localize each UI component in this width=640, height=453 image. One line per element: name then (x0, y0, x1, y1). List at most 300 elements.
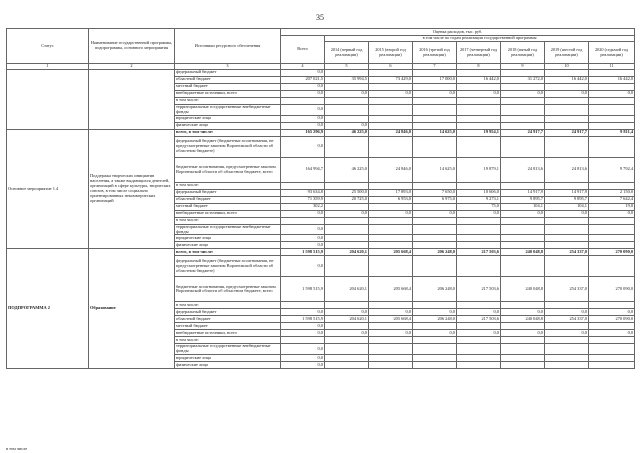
year-value-cell (545, 122, 589, 129)
year-value-cell: 19,0 (589, 203, 635, 210)
year-value-cell: 0,0 (457, 210, 501, 217)
year-value-cell: 270 090,0 (589, 277, 635, 302)
year-value-cell (589, 235, 635, 242)
year-value-cell: 46 225,0 (325, 157, 369, 182)
year-value-cell (501, 122, 545, 129)
column-number: 8 (457, 64, 501, 70)
page-number: 35 (316, 13, 324, 22)
status-cell: ПОДПРОГРАММА 2 (7, 249, 89, 369)
year-value-cell: 217 503,6 (457, 249, 501, 256)
section-measure-1-4 (7, 129, 635, 249)
source-cell: в том числе: (175, 217, 281, 224)
total-value-cell: 0,0 (281, 122, 325, 129)
year-value-cell (369, 302, 413, 309)
year-value-cell (457, 344, 501, 355)
year-value-cell (325, 104, 369, 115)
year-value-cell (325, 323, 369, 330)
year-value-cell: 240 048,8 (501, 316, 545, 323)
year-value-cell (457, 235, 501, 242)
year-value-cell (501, 217, 545, 224)
total-value-cell: 0,0 (281, 344, 325, 355)
year-value-cell (457, 115, 501, 122)
year-value-cell (369, 337, 413, 344)
year-value-cell (501, 224, 545, 235)
total-value-cell: 93 634,8 (281, 189, 325, 196)
status-cell (7, 69, 89, 129)
year-value-cell (325, 83, 369, 90)
header-total: Всего (281, 36, 325, 64)
year-value-cell (325, 69, 369, 76)
year-value-cell: 24 846,0 (369, 129, 413, 136)
year-value-cell (413, 115, 457, 122)
total-value-cell: 0,0 (281, 242, 325, 249)
year-value-cell: 0,0 (589, 210, 635, 217)
year-value-cell (413, 344, 457, 355)
source-cell: федеральный бюджет (175, 69, 281, 76)
year-value-cell: 0,0 (369, 90, 413, 97)
year-value-cell: 75,0 (457, 203, 501, 210)
year-value-cell (589, 362, 635, 369)
year-value-cell (589, 224, 635, 235)
year-value-cell: 217 503,6 (457, 277, 501, 302)
source-cell: внебюджетные источники, всего (175, 330, 281, 337)
year-value-cell (369, 136, 413, 157)
header-year: 2020 (седьмой год реализации) (589, 42, 635, 64)
year-value-cell (369, 362, 413, 369)
column-number: 6 (369, 64, 413, 70)
year-value-cell (589, 104, 635, 115)
year-value-cell: 14 625,0 (413, 129, 457, 136)
total-value-cell: 71 359,9 (281, 196, 325, 203)
year-value-cell (545, 136, 589, 157)
year-value-cell (457, 83, 501, 90)
year-value-cell (413, 224, 457, 235)
header-year: 2014 (первый год реализации) (325, 42, 369, 64)
total-value-cell: 302,2 (281, 203, 325, 210)
year-value-cell (369, 344, 413, 355)
year-value-cell (545, 235, 589, 242)
year-value-cell: 205 668,4 (369, 249, 413, 256)
year-value-cell (457, 97, 501, 104)
year-value-cell: 35 994,5 (325, 76, 369, 83)
year-value-cell: 9 273,1 (457, 196, 501, 203)
year-value-cell: 240 048,8 (501, 277, 545, 302)
footer-note: в том числе (6, 446, 28, 451)
year-value-cell: 206 248,0 (413, 277, 457, 302)
source-cell: в том числе: (175, 302, 281, 309)
year-value-cell (413, 235, 457, 242)
year-value-cell (457, 224, 501, 235)
year-value-cell: 31 272,0 (501, 76, 545, 83)
source-cell: в том числе: (175, 182, 281, 189)
year-value-cell (413, 136, 457, 157)
total-value-cell: 0,0 (281, 90, 325, 97)
source-cell: бюджетные ассигнования, предусмотренные законом Воронежской области об областном бюджете, всего (175, 277, 281, 302)
year-value-cell: 0,0 (369, 210, 413, 217)
year-value-cell (589, 337, 635, 344)
year-value-cell (325, 355, 369, 362)
source-cell: областной бюджет (175, 76, 281, 83)
year-value-cell: 10 606,0 (457, 189, 501, 196)
year-value-cell: 270 090,0 (589, 249, 635, 256)
year-value-cell: 73 429,0 (369, 76, 413, 83)
year-value-cell: 0,0 (413, 210, 457, 217)
year-value-cell: 0,0 (325, 122, 369, 129)
year-value-cell: 104,1 (545, 203, 589, 210)
header-year: 2019 (шестой год реализации) (545, 42, 589, 64)
year-value-cell (413, 362, 457, 369)
year-value-cell (545, 362, 589, 369)
year-value-cell (457, 355, 501, 362)
source-cell: областной бюджет (175, 196, 281, 203)
source-cell: территориальные государственные внебюджетные фонды (175, 344, 281, 355)
year-value-cell: 9 811,4 (589, 129, 635, 136)
year-value-cell (369, 224, 413, 235)
year-value-cell (413, 256, 457, 277)
year-value-cell (545, 323, 589, 330)
year-value-cell (589, 256, 635, 277)
year-value-cell (369, 203, 413, 210)
year-value-cell (501, 83, 545, 90)
table-row (7, 69, 635, 76)
source-cell: областной бюджет (175, 316, 281, 323)
year-value-cell (457, 337, 501, 344)
header-year: 2016 (третий год реализации) (413, 42, 457, 64)
year-value-cell (545, 256, 589, 277)
year-value-cell: 217 503,6 (457, 316, 501, 323)
year-value-cell: 9 792,4 (589, 157, 635, 182)
table-row (7, 249, 635, 256)
year-value-cell: 204 620,1 (325, 316, 369, 323)
total-value-cell (281, 97, 325, 104)
year-value-cell (457, 69, 501, 76)
header-year: 2018 (пятый год реализации) (501, 42, 545, 64)
source-cell: местный бюджет (175, 323, 281, 330)
year-value-cell (325, 115, 369, 122)
section-continued (7, 69, 635, 129)
year-value-cell: 16 442,0 (589, 76, 635, 83)
year-value-cell (501, 182, 545, 189)
year-value-cell: 270 090,0 (589, 316, 635, 323)
year-value-cell: 2 150,0 (589, 189, 635, 196)
year-value-cell (325, 362, 369, 369)
year-value-cell (545, 355, 589, 362)
year-value-cell: 0,0 (413, 309, 457, 316)
year-value-cell (325, 235, 369, 242)
year-value-cell: 0,0 (589, 309, 635, 316)
column-number: 5 (325, 64, 369, 70)
source-cell: юридические лица (175, 115, 281, 122)
total-value-cell (281, 302, 325, 309)
source-cell: территориальные государственные внебюджетные фонды (175, 104, 281, 115)
header-year: 2015 (второй год реализации) (369, 42, 413, 64)
name-cell (89, 69, 175, 129)
year-value-cell (457, 104, 501, 115)
year-value-cell: 14 917,9 (501, 189, 545, 196)
year-value-cell (545, 182, 589, 189)
source-cell: в том числе: (175, 97, 281, 104)
year-value-cell: 0,0 (413, 330, 457, 337)
source-cell: юридические лица (175, 235, 281, 242)
total-value-cell (281, 217, 325, 224)
year-value-cell: 9 895,7 (501, 196, 545, 203)
year-value-cell: 0,0 (545, 309, 589, 316)
year-value-cell: 104,1 (501, 203, 545, 210)
year-value-cell (457, 242, 501, 249)
year-value-cell (589, 217, 635, 224)
total-value-cell: 1 598 515,9 (281, 249, 325, 256)
total-value-cell: 207 021,5 (281, 76, 325, 83)
year-value-cell: 0,0 (369, 309, 413, 316)
year-value-cell: 254 337,0 (545, 249, 589, 256)
header-source: Источники ресурсного обеспечения (175, 29, 281, 64)
year-value-cell: 0,0 (545, 330, 589, 337)
source-cell: территориальные государственные внебюджетные фонды (175, 224, 281, 235)
source-cell: федеральный бюджет (175, 309, 281, 316)
name-cell: Образование (89, 249, 175, 369)
total-value-cell: 0,0 (281, 115, 325, 122)
year-value-cell (369, 83, 413, 90)
year-value-cell (369, 355, 413, 362)
year-value-cell (369, 104, 413, 115)
status-cell: Основное мероприятие 1.4 (7, 129, 89, 249)
year-value-cell (325, 302, 369, 309)
table-row (7, 129, 635, 136)
total-value-cell: 165 296,9 (281, 129, 325, 136)
year-value-cell (545, 97, 589, 104)
year-value-cell (325, 337, 369, 344)
total-value-cell (281, 182, 325, 189)
year-value-cell (589, 302, 635, 309)
year-value-cell (457, 122, 501, 129)
header-estimate: Оценка расходов, тыс. руб. (281, 29, 635, 36)
source-cell: всего, в том числе: (175, 129, 281, 136)
year-value-cell (501, 69, 545, 76)
year-value-cell: 204 620,1 (325, 249, 369, 256)
year-value-cell: 19 879,1 (457, 157, 501, 182)
total-value-cell: 0,0 (281, 362, 325, 369)
year-value-cell (413, 217, 457, 224)
year-value-cell (589, 182, 635, 189)
year-value-cell (369, 235, 413, 242)
source-cell: внебюджетные источники, всего (175, 90, 281, 97)
year-value-cell (545, 337, 589, 344)
year-value-cell (501, 362, 545, 369)
year-value-cell: 24 813,6 (501, 157, 545, 182)
year-value-cell (589, 344, 635, 355)
year-value-cell (501, 323, 545, 330)
year-value-cell (501, 97, 545, 104)
source-cell: в том числе: (175, 337, 281, 344)
total-value-cell: 0,0 (281, 69, 325, 76)
source-cell: федеральный бюджет (175, 189, 281, 196)
total-value-cell: 1 598 515,9 (281, 316, 325, 323)
year-value-cell (457, 362, 501, 369)
source-cell: федеральный бюджет (бюджетные ассигнования, не предусмотренные законом Воронежской области об областном бюджете) (175, 136, 281, 157)
year-value-cell (457, 302, 501, 309)
year-value-cell (545, 344, 589, 355)
header-incl: в том числе по годам реализации государственной программы (325, 36, 635, 42)
total-value-cell: 0,0 (281, 210, 325, 217)
header-status: Статус (7, 29, 89, 64)
year-value-cell (369, 115, 413, 122)
year-value-cell (413, 83, 457, 90)
year-value-cell (457, 136, 501, 157)
source-cell: физические лица (175, 122, 281, 129)
year-value-cell (501, 256, 545, 277)
year-value-cell (325, 242, 369, 249)
year-value-cell (369, 97, 413, 104)
year-value-cell (325, 97, 369, 104)
year-value-cell (369, 242, 413, 249)
year-value-cell (369, 182, 413, 189)
source-cell: внебюджетные источники, всего (175, 210, 281, 217)
year-value-cell: 0,0 (325, 210, 369, 217)
year-value-cell (413, 97, 457, 104)
year-value-cell: 20 725,0 (325, 196, 369, 203)
year-value-cell: 14 917,9 (545, 189, 589, 196)
column-number: 7 (413, 64, 457, 70)
source-cell: бюджетные ассигнования, предусмотренные законом Воронежской области об областном бюджете, всего (175, 157, 281, 182)
source-cell: юридические лица (175, 355, 281, 362)
year-value-cell (413, 203, 457, 210)
year-value-cell: 6 975,0 (413, 196, 457, 203)
year-value-cell (545, 242, 589, 249)
source-cell: физические лица (175, 242, 281, 249)
column-number: 3 (175, 64, 281, 70)
year-value-cell: 24 846,0 (369, 157, 413, 182)
year-value-cell (413, 69, 457, 76)
year-value-cell: 7 642,4 (589, 196, 635, 203)
year-value-cell: 205 668,4 (369, 316, 413, 323)
year-value-cell (501, 344, 545, 355)
name-cell: Поддержка творческих инициатив населения, а также выдающихся деятелей, организаций в сфере культуры, творческих союзов, в том числе социально ориентированных некоммерческих организаций (89, 129, 175, 249)
year-value-cell (589, 83, 635, 90)
year-value-cell (325, 224, 369, 235)
header-name: Наименование государственной программы, подпрограммы, основного мероприятия (89, 29, 175, 64)
total-value-cell: 1 598 515,9 (281, 277, 325, 302)
year-value-cell (325, 182, 369, 189)
year-value-cell: 19 954,1 (457, 129, 501, 136)
column-number: 2 (89, 64, 175, 70)
year-value-cell (413, 182, 457, 189)
year-value-cell: 0,0 (501, 309, 545, 316)
year-value-cell: 0,0 (369, 330, 413, 337)
year-value-cell: 0,0 (589, 330, 635, 337)
source-cell: всего, в том числе: (175, 249, 281, 256)
year-value-cell: 0,0 (501, 330, 545, 337)
year-value-cell (589, 242, 635, 249)
year-value-cell: 205 668,4 (369, 277, 413, 302)
year-value-cell: 24 917,7 (545, 129, 589, 136)
year-value-cell (413, 355, 457, 362)
year-value-cell (413, 122, 457, 129)
year-value-cell: 0,0 (325, 330, 369, 337)
year-value-cell (501, 355, 545, 362)
year-value-cell (589, 97, 635, 104)
year-value-cell (325, 344, 369, 355)
column-number: 9 (501, 64, 545, 70)
header-year: 2017 (четвертый год реализации) (457, 42, 501, 64)
year-value-cell (369, 69, 413, 76)
year-value-cell (589, 69, 635, 76)
year-value-cell: 24 813,6 (545, 157, 589, 182)
year-value-cell: 0,0 (413, 90, 457, 97)
year-value-cell: 0,0 (501, 210, 545, 217)
year-value-cell (457, 182, 501, 189)
total-value-cell: 164 994,7 (281, 157, 325, 182)
year-value-cell (501, 104, 545, 115)
year-value-cell (325, 256, 369, 277)
year-value-cell (501, 115, 545, 122)
year-value-cell (413, 302, 457, 309)
year-value-cell (545, 224, 589, 235)
year-value-cell (325, 136, 369, 157)
total-value-cell (281, 337, 325, 344)
source-cell: местный бюджет (175, 203, 281, 210)
year-value-cell (545, 83, 589, 90)
year-value-cell: 254 337,0 (545, 277, 589, 302)
year-value-cell (325, 217, 369, 224)
total-value-cell: 0,0 (281, 355, 325, 362)
year-value-cell: 16 442,0 (545, 76, 589, 83)
year-value-cell (589, 115, 635, 122)
year-value-cell (589, 355, 635, 362)
year-value-cell (413, 242, 457, 249)
year-value-cell: 0,0 (589, 90, 635, 97)
year-value-cell (369, 122, 413, 129)
year-value-cell (589, 122, 635, 129)
total-value-cell: 0,0 (281, 323, 325, 330)
year-value-cell (369, 323, 413, 330)
year-value-cell: 0,0 (501, 90, 545, 97)
total-value-cell: 0,0 (281, 104, 325, 115)
year-value-cell: 204 620,1 (325, 277, 369, 302)
year-value-cell (589, 323, 635, 330)
year-value-cell: 240 048,8 (501, 249, 545, 256)
year-value-cell: 206 248,0 (413, 316, 457, 323)
year-value-cell: 0,0 (325, 90, 369, 97)
source-cell: физические лица (175, 362, 281, 369)
year-value-cell: 17 893,0 (369, 189, 413, 196)
budget-table (6, 28, 635, 369)
year-value-cell: 9 895,7 (545, 196, 589, 203)
year-value-cell (369, 217, 413, 224)
year-value-cell: 206 248,0 (413, 249, 457, 256)
column-number: 4 (281, 64, 325, 70)
header-row-1 (7, 29, 635, 36)
year-value-cell (457, 323, 501, 330)
year-value-cell (413, 104, 457, 115)
total-value-cell: 0,0 (281, 256, 325, 277)
year-value-cell: 16 442,0 (457, 76, 501, 83)
column-number: 10 (545, 64, 589, 70)
total-value-cell: 0,0 (281, 309, 325, 316)
total-value-cell: 0,0 (281, 224, 325, 235)
total-value-cell: 0,0 (281, 330, 325, 337)
year-value-cell (589, 136, 635, 157)
year-value-cell: 0,0 (545, 90, 589, 97)
year-value-cell: 0,0 (457, 90, 501, 97)
year-value-cell (413, 323, 457, 330)
column-number: 1 (7, 64, 89, 70)
year-value-cell (501, 235, 545, 242)
year-value-cell (501, 136, 545, 157)
year-value-cell (457, 256, 501, 277)
year-value-cell (413, 337, 457, 344)
source-cell: местный бюджет (175, 83, 281, 90)
year-value-cell: 46 225,0 (325, 129, 369, 136)
